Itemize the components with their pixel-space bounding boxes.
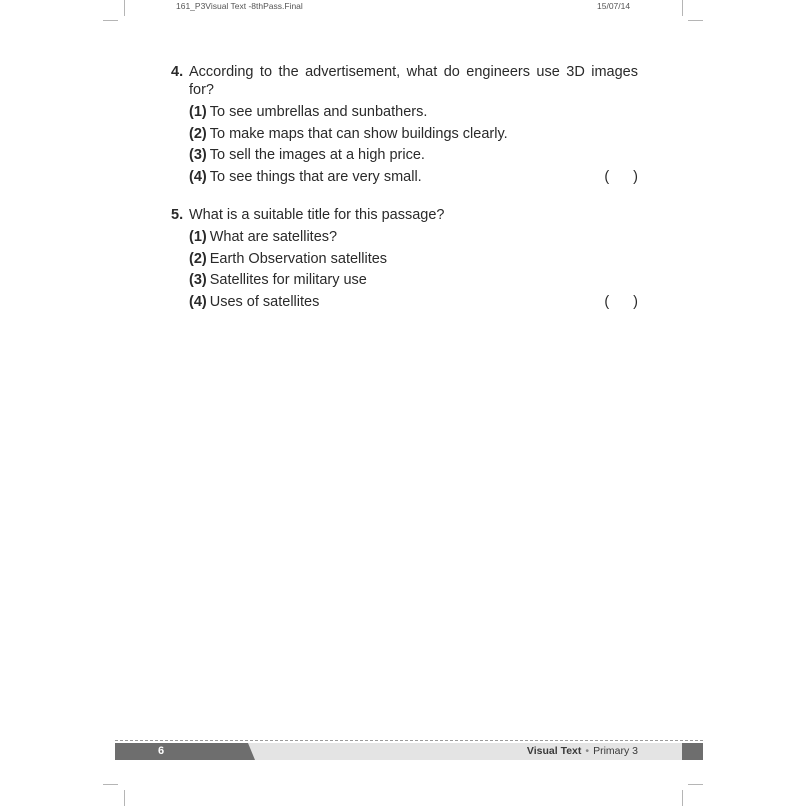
crop-mark: [688, 784, 703, 785]
book-title: Visual Text: [526, 745, 582, 757]
crop-mark: [682, 0, 683, 16]
option-text: To make maps that can show buildings clearly.: [209, 125, 508, 142]
option-text: Uses of satellites: [209, 294, 320, 311]
option-number: (3): [189, 147, 207, 164]
option-number: (2): [189, 125, 207, 142]
crop-mark: [688, 20, 703, 21]
question-number: 5.: [171, 207, 184, 223]
question-stem: [171, 206, 638, 224]
book-level: Primary 3: [593, 745, 638, 757]
option-number: (4): [189, 294, 207, 311]
option-text: Satellites for military use: [209, 272, 367, 289]
option-text: Earth Observation satellites: [209, 250, 388, 267]
option-text: What are satellites?: [209, 229, 338, 245]
answer-option: [189, 167, 638, 189]
footer-dashed-line: [115, 740, 703, 741]
answer-option: [189, 102, 638, 124]
option-number: (2): [189, 250, 207, 267]
option-number: (1): [189, 104, 207, 120]
option-text: To see things that are very small.: [209, 169, 422, 186]
answer-bracket[interactable]: ( ): [604, 169, 638, 186]
question-stem: [171, 63, 638, 99]
option-text: To see umbrellas and sunbathers.: [209, 104, 428, 120]
footer-right-tab: [682, 743, 703, 760]
answer-option: [189, 124, 638, 146]
crop-mark: [103, 20, 118, 21]
footer-page-tab: [115, 743, 255, 760]
crop-mark: [103, 784, 118, 785]
question-4: [171, 63, 638, 189]
answer-option: [189, 249, 638, 271]
option-number: (4): [189, 169, 207, 186]
page-number: 6: [158, 745, 165, 757]
answer-bracket[interactable]: ( ): [604, 294, 638, 311]
answer-option: [189, 227, 638, 249]
answer-option: [189, 292, 638, 314]
crop-mark: [124, 0, 125, 16]
crop-mark: [682, 790, 683, 806]
footer-separator: •: [585, 745, 590, 757]
question-text: According to the advertisement, what do engineers use 3D images for?: [189, 64, 638, 98]
question-number: 4.: [171, 64, 184, 80]
footer-book-label: [527, 743, 638, 760]
print-file-label: 161_P3Visual Text -8thPass.Final: [176, 1, 303, 11]
option-number: (3): [189, 272, 207, 289]
print-date: 15/07/14: [597, 1, 631, 11]
question-text: What is a suitable title for this passage?: [189, 207, 445, 223]
option-number: (1): [189, 229, 207, 245]
answer-option: [189, 270, 638, 292]
crop-mark: [124, 790, 125, 806]
option-text: To sell the images at a high price.: [209, 147, 425, 164]
answer-option: [189, 145, 638, 167]
question-5: [171, 206, 638, 314]
